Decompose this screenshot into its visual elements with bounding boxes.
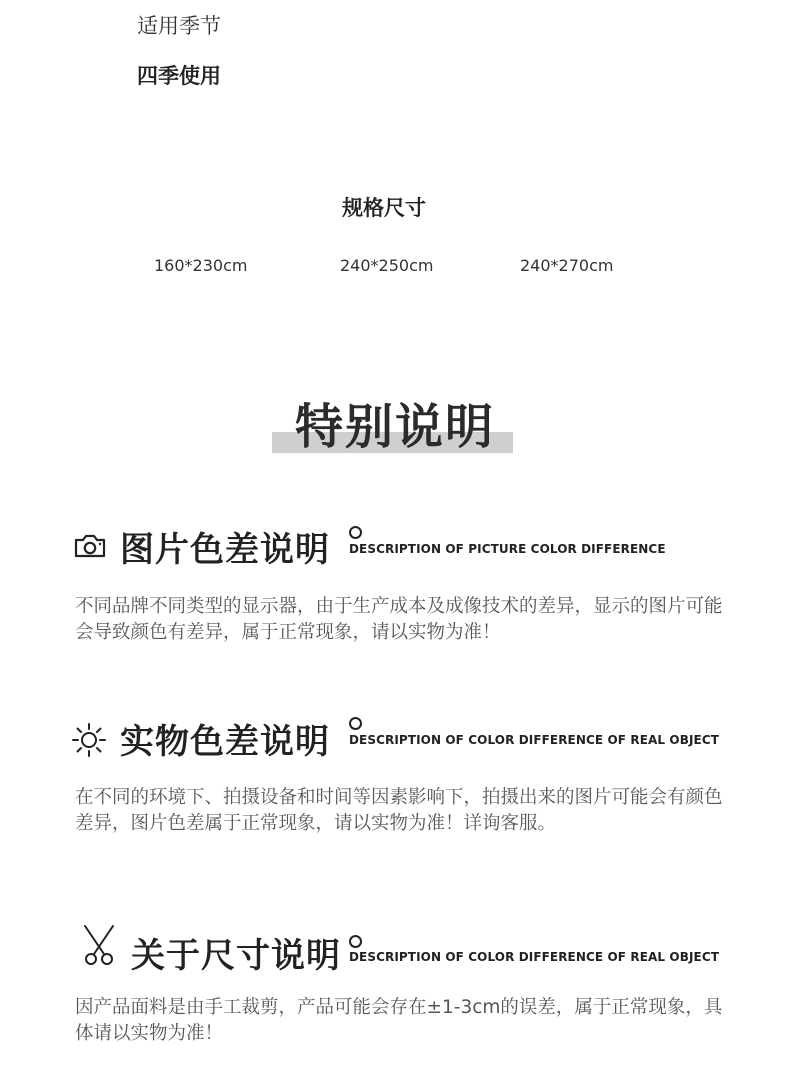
section-subtitle-real-object-color: DESCRIPTION OF COLOR DIFFERENCE OF REAL OBJECT <box>349 733 720 747</box>
section-body-real-object-color: 在不同的环境下、拍摄设备和时间等因素影响下，拍摄出来的图片可能会有颜色差异，图片色差属于正常现象，请以实物为准！详询客服。 <box>75 787 723 834</box>
section-body-size: 因产品面料是由手工裁剪，产品可能会存在±1-3cm的误差，属于正常现象，具体请以实物为准！ <box>75 997 723 1044</box>
camera-icon <box>71 527 109 565</box>
section-title-picture-color: 图片色差说明 <box>120 530 330 570</box>
section-dot-3 <box>349 935 362 948</box>
section-dot-2 <box>349 717 362 730</box>
section-subtitle-picture-color: DESCRIPTION OF PICTURE COLOR DIFFERENCE <box>349 542 666 556</box>
section-title-size: 关于尺寸说明 <box>131 936 341 976</box>
spec-size-1: 160*230cm <box>154 256 248 275</box>
section-title-real-object-color: 实物色差说明 <box>120 722 330 762</box>
scissors-icon <box>80 924 120 968</box>
spec-size-3: 240*270cm <box>520 256 614 275</box>
section-dot-1 <box>349 526 362 539</box>
season-value: 四季使用 <box>137 64 221 88</box>
sun-icon <box>70 721 108 759</box>
special-title: 特别说明 <box>294 399 495 455</box>
season-label: 适用季节 <box>137 14 221 38</box>
section-body-picture-color: 不同品牌不同类型的显示器，由于生产成本及成像技术的差异，显示的图片可能会导致颜色有差异，属于正常现象，请以实物为准！ <box>75 596 723 643</box>
spec-size-2: 240*250cm <box>340 256 434 275</box>
spec-title: 规格尺寸 <box>342 196 426 220</box>
section-subtitle-size: DESCRIPTION OF COLOR DIFFERENCE OF REAL OBJECT <box>349 950 720 964</box>
